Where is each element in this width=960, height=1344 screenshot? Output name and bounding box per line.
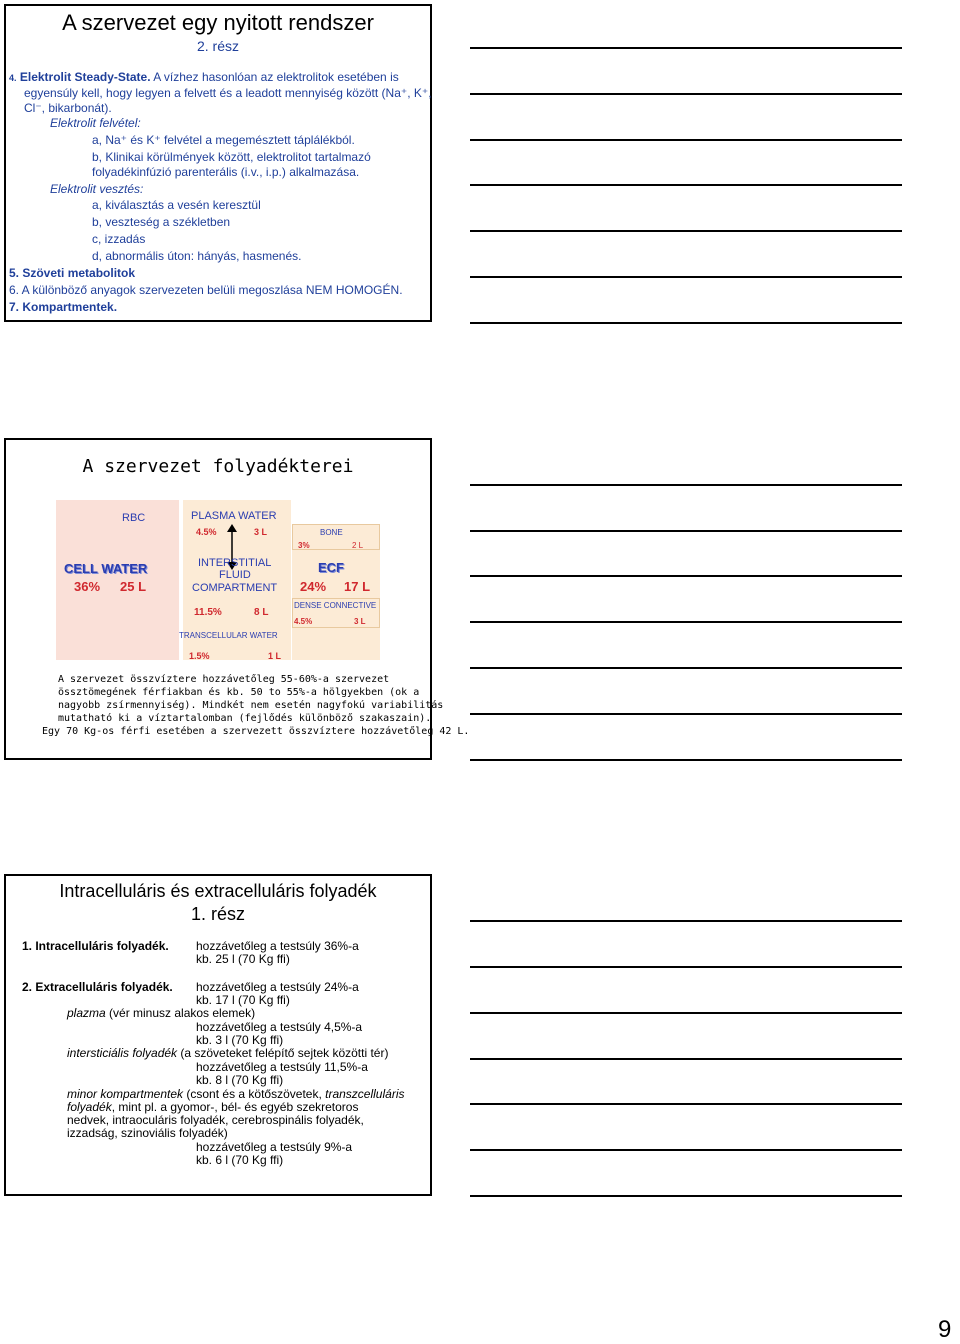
note-line	[470, 1149, 902, 1151]
interstitial-percent: 11.5%	[194, 607, 222, 618]
plasma-description: (vér minusz alakos elemek)	[105, 1006, 256, 1020]
slide-1	[4, 4, 432, 322]
item-4-line-1	[9, 70, 399, 84]
interstitial-label-1: INTERSTITIAL	[198, 557, 272, 569]
slide-3-title-2: 1. rész	[190, 904, 246, 924]
note-line	[470, 230, 902, 232]
item-4-text-2: egyensúly kell, hogy legyen a felvett és a leadott mennyiség között (Na⁺, K⁺,	[24, 86, 432, 100]
intracellular-label: 1. Intracelluláris folyadék.	[22, 939, 169, 953]
note-line	[470, 1103, 902, 1105]
page-number: 9	[938, 1316, 952, 1343]
dense-connective-label: DENSE CONNECTIVE	[294, 601, 377, 610]
transcellular-volume: 1 L	[268, 651, 282, 661]
body-text-2: össztömegének férfiakban és kb. 50 to 55%-a hölgyekben (ok a	[58, 687, 420, 698]
note-line	[470, 93, 902, 95]
minor-term-2: transzcelluláris	[325, 1087, 405, 1101]
body-text-1: A szervezet összvíztere hozzávetőleg 55-60%-a szervezet	[58, 674, 390, 685]
item-4-heading: Elektrolit Steady-State.	[19, 70, 151, 84]
minor-term: minor kompartmentek	[67, 1087, 184, 1101]
bone-volume: 2 L	[352, 541, 364, 550]
plasma-volume: 3 L	[254, 527, 268, 537]
loss-c: c, izzadás	[92, 232, 146, 246]
intake-b-2: folyadékinfúzió parenterális (i.v., i.p.) alkalmazása.	[92, 165, 360, 179]
note-line	[470, 1195, 902, 1197]
interstitial-label-3: COMPARTMENT	[192, 582, 278, 594]
slide-1-title: A szervezet egy nyitott rendszer	[62, 10, 374, 35]
item-4-text-3: Cl⁻, bikarbonát).	[24, 101, 112, 115]
item-4-text-1: A vízhez hasonlóan az elektrolitok esetében is	[153, 70, 399, 84]
bone-percent: 3%	[298, 541, 310, 550]
item-4-number: 4.	[9, 73, 17, 83]
intracellular-value-1: hozzávetőleg a testsúly 36%-a	[196, 939, 359, 953]
cell-water-volume: 25 L	[120, 579, 147, 594]
note-line	[470, 759, 902, 761]
slide-2-title: A szervezet folyadékterei	[82, 456, 354, 477]
interstitial-term: intersticiális folyadék	[67, 1046, 178, 1060]
minor-description-1: (csont és a kötőszövetek,	[183, 1087, 326, 1101]
loss-a: a, kiválasztás a vesén keresztül	[92, 198, 261, 212]
ecf-volume: 17 L	[344, 579, 371, 594]
note-line	[470, 139, 902, 141]
slide-1-subtitle: 2. rész	[196, 38, 239, 54]
extracellular-value-1: hozzávetőleg a testsúly 24%-a	[196, 980, 359, 994]
minor-line-1	[67, 1087, 404, 1101]
plasma-term: plazma	[67, 1006, 106, 1020]
note-line	[470, 713, 902, 715]
item-7: 7. Kompartmentek.	[9, 300, 118, 314]
note-line	[470, 184, 902, 186]
ecf-label: ECF	[318, 560, 344, 575]
note-line	[470, 1058, 902, 1060]
minor-term-3: folyadék	[67, 1100, 112, 1114]
note-line	[470, 920, 902, 922]
transcellular-label: TRANSCELLULAR WATER	[179, 631, 278, 640]
loss-d: d, abnormális úton: hányás, hasmenés.	[92, 249, 302, 263]
body-text-5: Egy 70 Kg-os férfi esetében a szervezett összvíztere hozzávetőleg 42 L.	[42, 726, 470, 737]
minor-description-2: , mint pl. a gyomor-, bél- és egyéb szekretoros	[111, 1100, 359, 1114]
interstitial-label-2: FLUID	[219, 569, 251, 581]
ecf-percent: 24%	[300, 579, 327, 594]
minor-value-1: hozzávetőleg a testsúly 9%-a	[196, 1140, 353, 1154]
loss-label: Elektrolit vesztés:	[50, 182, 144, 196]
rbc-label: RBC	[122, 512, 146, 524]
intake-b-1: b, Klinikai körülmények között, elektrolitot tartalmazó	[92, 150, 371, 164]
interstitial-value-2: kb. 8 l (70 Kg ffi)	[196, 1073, 284, 1087]
note-line	[470, 1012, 902, 1014]
minor-description-3: nedvek, intraoculáris folyadék, cerebrospinális folyadék,	[67, 1113, 364, 1127]
note-line	[470, 322, 902, 324]
intake-label: Elektrolit felvétel:	[50, 116, 141, 130]
item-5: 5. Szöveti metabolitok	[9, 266, 136, 280]
interstitial-description: (a szöveteket felépítő sejtek közötti tér)	[177, 1046, 389, 1060]
loss-b: b, veszteség a székletben	[92, 215, 231, 229]
note-line	[470, 966, 902, 968]
cell-water-label: CELL WATER	[64, 561, 148, 576]
slide-3-title-1: Intracelluláris és extracelluláris folyadék	[59, 881, 377, 901]
item-6: 6. A különböző anyagok szervezeten belüli megoszlása NEM HOMOGÉN.	[9, 283, 403, 297]
extracellular-label: 2. Extracelluláris folyadék.	[22, 980, 173, 994]
extracellular-value-2: kb. 17 l (70 Kg ffi)	[196, 993, 290, 1007]
body-text-3: nagyobb zsírmennyiség). Mindkét nem esetén nagyfokú variabilitás	[58, 700, 444, 711]
intake-a: a, Na⁺ és K⁺ felvétel a megemésztett táplálékból.	[92, 133, 355, 147]
interstitial-volume: 8 L	[254, 607, 269, 618]
note-line	[470, 47, 902, 49]
transcellular-percent: 1.5%	[189, 651, 210, 661]
plasma-line	[67, 1006, 255, 1020]
note-line	[470, 621, 902, 623]
minor-value-2: kb. 6 l (70 Kg ffi)	[196, 1153, 284, 1167]
plasma-water-label: PLASMA WATER	[191, 510, 277, 522]
body-text-4: mutatható ki a víztartalomban (fejlődés különböző szakaszain).	[58, 713, 432, 724]
note-line	[470, 667, 902, 669]
slide-2	[4, 438, 470, 760]
note-line	[470, 484, 902, 486]
minor-description-4: izzadság, szinoviális folyadék)	[67, 1126, 228, 1140]
plasma-value-2: kb. 3 l (70 Kg ffi)	[196, 1033, 284, 1047]
plasma-value-1: hozzávetőleg a testsúly 4,5%-a	[196, 1020, 363, 1034]
interstitial-line	[67, 1046, 388, 1060]
dense-volume: 3 L	[354, 617, 366, 626]
cell-water-percent: 36%	[74, 579, 101, 594]
dense-percent: 4.5%	[294, 617, 313, 626]
note-line	[470, 575, 902, 577]
note-line	[470, 530, 902, 532]
intracellular-value-2: kb. 25 l (70 Kg ffi)	[196, 952, 290, 966]
slide-3	[4, 874, 432, 1196]
note-line	[470, 276, 902, 278]
plasma-percent: 4.5%	[196, 527, 217, 537]
minor-line-2	[67, 1100, 358, 1114]
bone-label: BONE	[320, 528, 343, 537]
interstitial-value-1: hozzávetőleg a testsúly 11,5%-a	[196, 1060, 368, 1074]
